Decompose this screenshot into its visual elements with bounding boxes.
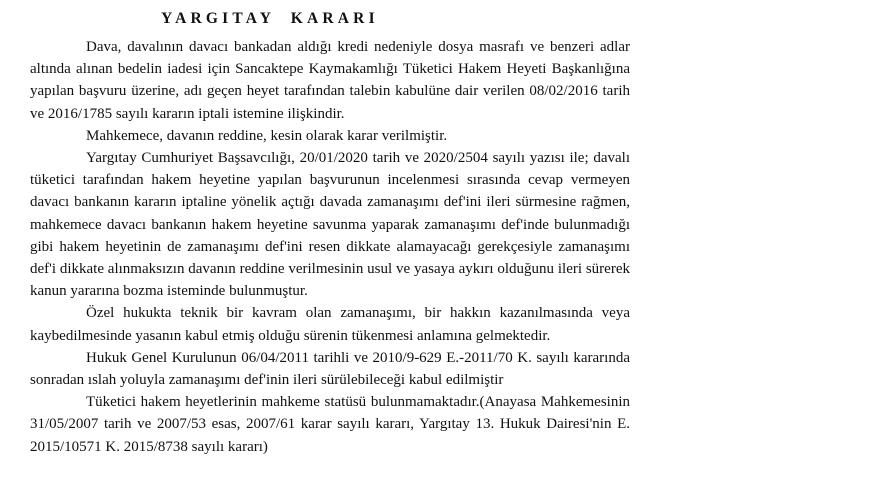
- document-title: YARGITAY KARARI: [161, 10, 379, 27]
- paragraph-prosecutor-request: Yargıtay Cumhuriyet Başsavcılığı, 20/01/2020 tarih ve 2020/2504 sayılı yazısı ile; davalı tüketici tarafından hakem heyetine yapılan başvurunun incelenmesi sırasında cevap vermeyen davacı bankanın kararın iptaline yönelik açtığı davada zamanaşımı def'ini ileri sürmesine rağmen, mahkemece davacı bankanın hakem heyetine savunma yaparak zamanaşımı def'inde bulunmadığı gibi hakem heyetinin de zamanaşımı def'ini resen dikkate alamayacağı gerekçesiyle zamanaşımı def'i dikkate alınmaksızın davanın reddine verilmesinin usul ve yasaya aykırı olduğunu ileri sürerek kanun yararına bozma isteminde bulunmuştur.: [30, 150, 630, 300]
- document-body: [30, 36, 630, 458]
- paragraph-limitation-definition: Özel hukukta teknik bir kavram olan zamanaşımı, bir hakkın kazanılmasında veya kaybedilmesinde yasanın kabul etmiş olduğu sürenin tükenmesi anlamına gelmektedir.: [30, 305, 630, 344]
- paragraph-hakem-status: Tüketici hakem heyetlerinin mahkeme statüsü bulunmamaktadır.(Anayasa Mahkemesinin 31/05/2007 tarih ve 2007/53 esas, 2007/61 karar sayılı kararı, Yargıtay 13. Hukuk Dairesi'nin E. 2015/10571 K. 2015/8738 sayılı kararı): [30, 394, 630, 455]
- paragraph-case-subject: Dava, davalının davacı bankadan aldığı kredi nedeniyle dosya masrafı ve benzeri adlar altında alınan bedelin iadesi için Sancaktepe Kaymakamlığı Tüketici Hakem Heyeti Başkanlığına yapılan başvuru üzerine, adı geçen heyet tarafından talebin kabulüne dair verilen 08/02/2016 tarih ve 2016/1785 sayılı kararın iptali istemine ilişkindir.: [30, 39, 630, 122]
- paragraph-general-assembly: Hukuk Genel Kurulunun 06/04/2011 tarihli ve 2010/9-629 E.-2011/70 K. sayılı kararında sonradan ıslah yoluyla zamanaşımı def'inin ileri sürülebileceği kabul edilmiştir: [30, 349, 630, 389]
- paragraph-court-decision: Mahkemece, davanın reddine, kesin olarak karar verilmiştir.: [86, 127, 448, 144]
